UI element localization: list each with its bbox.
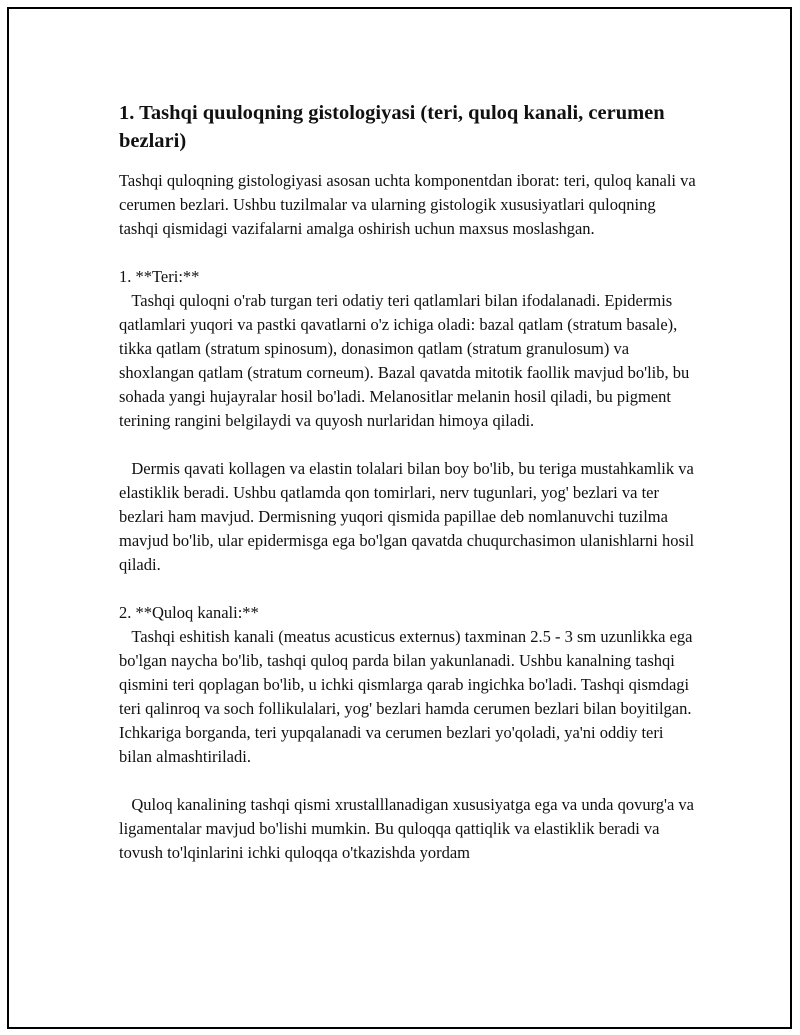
document-body [119,99,699,865]
paragraph-spacer [119,577,699,601]
document-title: 1. Tashqi quuloqning gistologiyasi (teri, quloq kanali, cerumen bezlari) [119,102,665,152]
quloq-kanali-paragraph-1: Tashqi eshitish kanali (meatus acusticus externus) taxminan 2.5 - 3 sm uzunlikka ega bo'lgan naycha bo'lib, tashqi quloq parda bilan yakunlanadi. Ushbu kanalning tashqi qismini teri qoplagan bo'lib, u ichki qismlarga qarab ingichka bo'ladi. Tashqi qismdagi teri qalinroq va soch follikulalari, yog' bezlari hamda cerumen bezlari bilan boyitilgan. Ichkariga borganda, teri yupqalanadi va cerumen bezlari yo'qoladi, ya'ni oddiy teri bilan almashtiriladi. [119,627,697,766]
section-heading-quloq-kanali: 2. **Quloq kanali:** [119,603,259,622]
teri-paragraph-dermis: Dermis qavati kollagen va elastin tolalari bilan boy bo'lib, bu teriga mustahkamlik va elastiklik beradi. Ushbu qatlamda qon tomirlari, nerv tugunlari, yog' bezlari va ter bezlari ham mavjud. Dermisning yuqori qismida papillae deb nomlanuvchi tuzilma mavjud bo'lib, ular epidermisga ega bo'lgan qavatda chuqurchasimon ulanishlarni hosil qiladi. [119,459,699,574]
paragraph-spacer [119,769,699,793]
teri-paragraph-epidermis: Tashqi quloqni o'rab turgan teri odatiy teri qatlamlari bilan ifodalanadi. Epidermis qatlamlari yuqori va pastki qavatlarni o'z ichiga oladi: bazal qatlam (stratum basale), tikka qatlam (stratum spinosum), donasimon qatlam (stratum granulosum) va shoxlangan qatlam (stratum corneum). Bazal qavatda mitotik faollik mavjud bo'lib, bu sohada yangi hujayralar hosil bo'ladi. Melanositlar melanin hosil qiladi, bu pigment terining rangini belgilaydi va quyosh nurlaridan himoya qiladi. [119,291,694,430]
page-frame [7,7,792,1029]
paragraph-spacer [119,433,699,457]
quloq-kanali-paragraph-2: Quloq kanalining tashqi qismi xrustalllanadigan xususiyatga ega va unda qovurg'a va ligamentalar mavjud bo'lishi mumkin. Bu quloqqa qattiqlik va elastiklik beradi va tovush to'lqinlarini ichki quloqqa o'tkazishda yordam [119,795,699,862]
section-heading-teri: 1. **Teri:** [119,267,200,286]
intro-paragraph: Tashqi quloqning gistologiyasi asosan uchta komponentdan iborat: teri, quloq kanali va cerumen bezlari. Ushbu tuzilmalar va ularning gistologik xususiyatlari quloqning tashqi qismidagi vazifalarni amalga oshirish uchun maxsus moslashgan. [119,171,700,238]
paragraph-spacer [119,241,699,265]
